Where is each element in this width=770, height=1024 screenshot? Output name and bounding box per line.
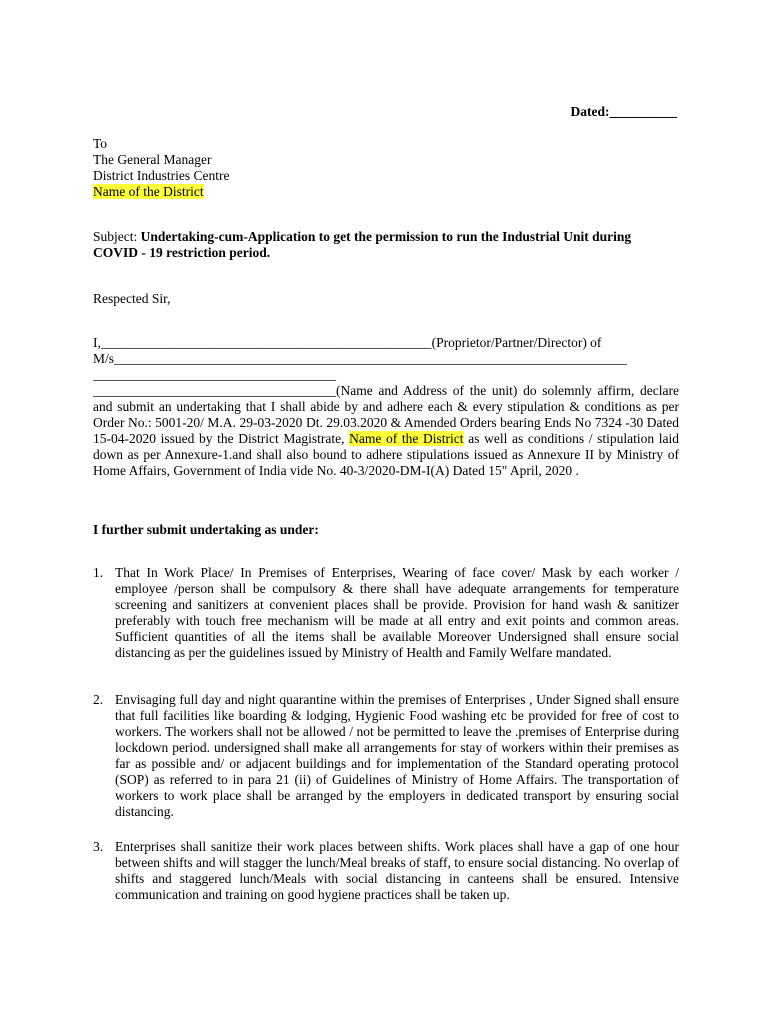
declaration-text-before: ____________________________________(Name and Address of the unit) do solemnly affirm, declare and submit an undertaking that I shall abide by and adhere each & every stipulation & conditions as per Order No.: 5001-20/ M.A. 29-03-2020 Dt. 29.03.2020 & Amended Orders bearing Ends No 7324 -30 Dated 15-04-2020 issued by the District Magistrate, bbox=[93, 383, 679, 446]
declaration-blank-line: ____________________________________ bbox=[93, 367, 336, 382]
declaration-district-highlight: Name of the District bbox=[349, 431, 464, 446]
declaration-paragraph bbox=[93, 335, 679, 479]
address-to: To bbox=[93, 136, 108, 151]
undertaking-item-3 bbox=[93, 839, 679, 903]
declaration-text-after: as well as conditions / stipulation laid down as per Annexure-1.and shall also bound to adhere stipulations issued as Annexure II by Ministry of Home Affairs, Government of India vide No. 40-3/2020-DM-I(A) Dated 15" April, 2020 . bbox=[93, 431, 680, 478]
address-line-general-manager: The General Manager bbox=[93, 152, 212, 167]
undertaking-item-2 bbox=[93, 692, 679, 820]
recipient-address bbox=[93, 136, 229, 200]
subject-text: Undertaking-cum-Application to get the permission to run the Industrial Unit during COVID - 19 restriction period. bbox=[93, 229, 632, 260]
salutation: Respected Sir, bbox=[93, 291, 171, 306]
item-text: That In Work Place/ In Premises of Enterprises, Wearing of face cover/ Mask by each worker / employee /person shall be compulsory & there shall have adequate arrangements for temperature screening and sanitizers at convenient places shall be provide. Provision for hand wash & sanitizer preferably with touch free mechanism will be made at all entry and exit points and common areas. Sufficient quantities of all the items shall be available Moreover Undersigned shall ensure social distancing as per the guidelines issued by Ministry of Health and Family Welfare mandated. bbox=[115, 565, 679, 660]
address-district-name bbox=[93, 184, 229, 200]
item-text: Envisaging full day and night quarantine within the premises of Enterprises , Under Signed shall ensure that full facilities like boarding & lodging, Hygienic Food washing etc be provided for free of cost to workers. The workers shall not be allowed / not be permitted to leave the .premises of Enterprise during lockdown period. undersigned shall make all arrangements for stay of workers within their premises as far as possible and/ or adjacent buildings and for implementation of the Standard operating protocol (SOP) as referred to in para 21 (ii) of Guidelines of Ministry of Home Affairs. The transportation of workers to work place shall be arranged by the employers in dedicated transport by ensuring social distancing. bbox=[115, 692, 679, 819]
subject-line bbox=[93, 229, 679, 261]
dated-field: Dated:__________ bbox=[570, 104, 677, 119]
item-text: Enterprises shall sanitize their work places between shifts. Work places shall have a gap of one hour between shifts and will stagger the lunch/Meal breaks of staff, to ensure social distancing. No overlap of shifts and staggered lunch/Meals with social distancing in canteens shall be ensured. Intensive communication and training on good hygiene practices shall be taken up. bbox=[115, 839, 679, 902]
item-number: 2. bbox=[93, 692, 104, 707]
item-number: 3. bbox=[93, 839, 104, 854]
declaration-firm-line: M/s____________________________________________________________________________ bbox=[93, 351, 628, 366]
district-name-highlight: Name of the District bbox=[93, 184, 204, 199]
subject-label: Subject: bbox=[93, 229, 141, 244]
declaration-text bbox=[93, 383, 679, 479]
undertaking-item-1 bbox=[93, 565, 679, 661]
declaration-name-line: I,_________________________________________________(Proprietor/Partner/Director) of bbox=[93, 335, 602, 350]
address-line-district-industries-centre: District Industries Centre bbox=[93, 168, 230, 183]
further-undertaking-heading: I further submit undertaking as under: bbox=[93, 522, 319, 537]
item-number: 1. bbox=[93, 565, 104, 580]
